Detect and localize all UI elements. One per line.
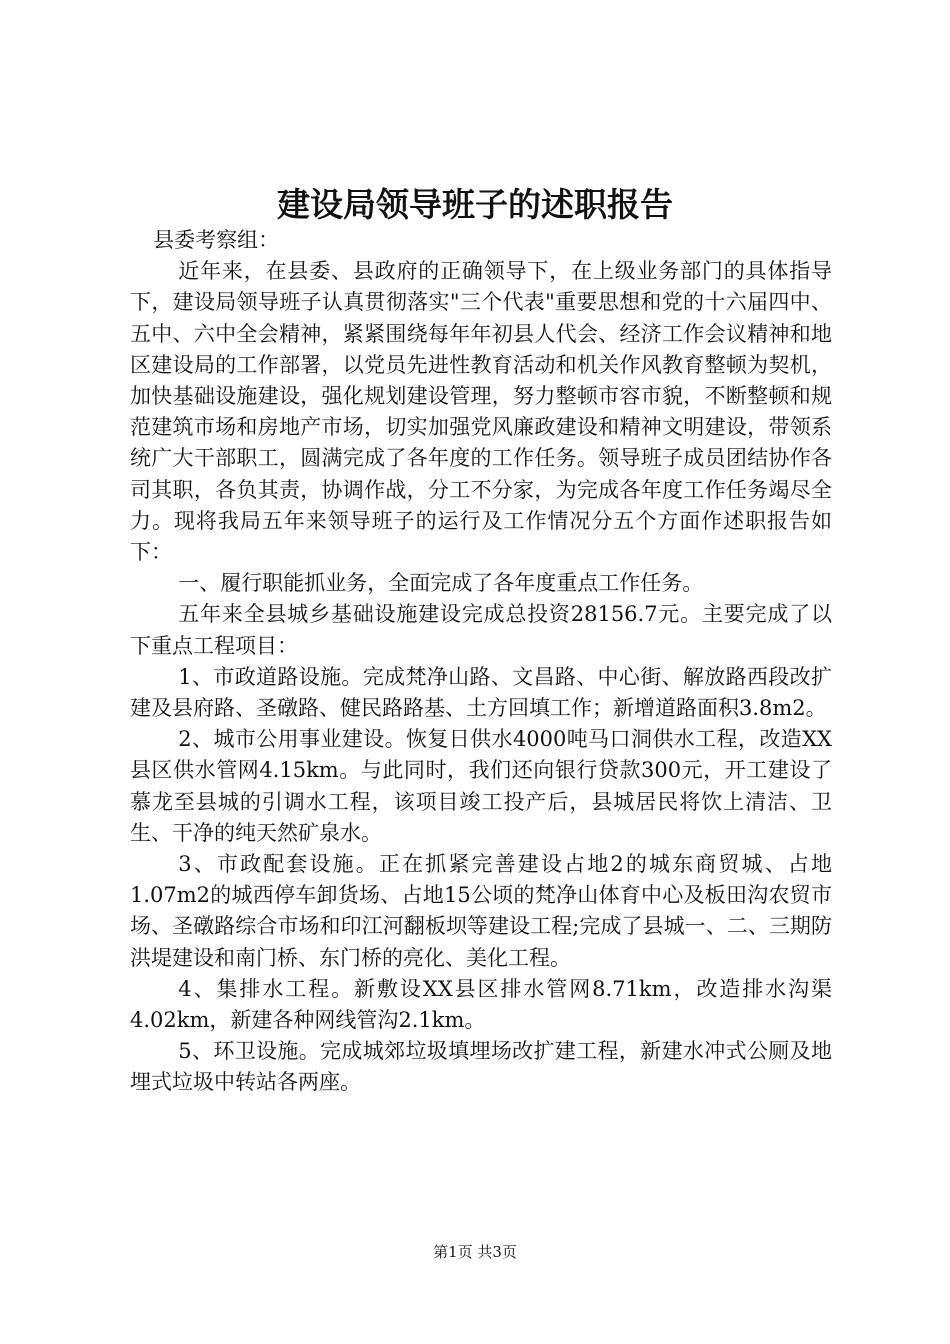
paragraph-intro: 近年来，在县委、县政府的正确领导下，在上级业务部门的具体指导下，建设局领导班子认真贯彻落实"三个代表"重要思想和党的十六届四中、五中、六中全会精神，紧紧围绕每年年初县人代会、经济工作会议精神和地区建设局的工作部署，以党员先进性教育活动和机关作风教育整顿为契机，加快基础设施建设，强化规划建设管理，努力整顿市容市貌，不断整顿和规范建筑市场和房地产市场，切实加强党风廉政建设和精神文明建设，带领系统广大干部职工，圆满完成了各年度的工作任务。领导班子成员团结协作各司其职，各负其责，协调作战，分工不分家，为完成各年度工作任务竭尽全力。现将我局五年来领导班子的运行及工作情况分五个方面作述职报告如下：: [130, 259, 832, 565]
salutation: 县委考察组：: [153, 228, 280, 252]
paragraph-item-5: 5、环卫设施。完成城郊垃圾填埋场改扩建工程，新建水冲式公厕及地埋式垃圾中转站各两座。: [130, 1039, 832, 1095]
paragraph-item-1: 1、市政道路设施。完成梵净山路、文昌路、中心街、解放路西段改扩建及县府路、圣礅路、健民路路基、土方回填工作；新增道路面积3.8m2。: [130, 664, 832, 721]
paragraph-item-2: 2、城市公用事业建设。恢复日供水4000吨马口洞供水工程，改造XX县区供水管网4.15km。与此同时，我们还向银行贷款300元，开工建设了慕龙至县城的引调水工程，该项目竣工投产后，县城居民将饮上清洁、卫生、干净的纯天然矿泉水。: [130, 727, 832, 845]
document-body: [130, 225, 832, 1099]
paragraph-item-4: 4、集排水工程。新敷设XX县区排水管网8.71km，改造排水沟渠4.02km，新建各种网线管沟2.1km。: [130, 976, 832, 1033]
document-title: 建设局领导班子的述职报告: [277, 185, 673, 224]
paragraph-investment: 五年来全县城乡基础设施建设完成总投资28156.7元。主要完成了以下重点工程项目：: [130, 602, 832, 658]
page-footer: 第1页 共3页: [433, 1243, 517, 1261]
paragraph-item-3: 3、市政配套设施。正在抓紧完善建设占地2的城东商贸城、占地1.07m2的城西停车卸货场、占地15公顷的梵净山体育中心及板田沟农贸市场、圣礅路综合市场和印江河翻板坝等建设工程;完成了县城一、二、三期防洪堤建设和南门桥、东门桥的亮化、美化工程。: [130, 852, 832, 970]
section-heading-1: 一、履行职能抓业务，全面完成了各年度重点工作任务。: [178, 571, 704, 596]
